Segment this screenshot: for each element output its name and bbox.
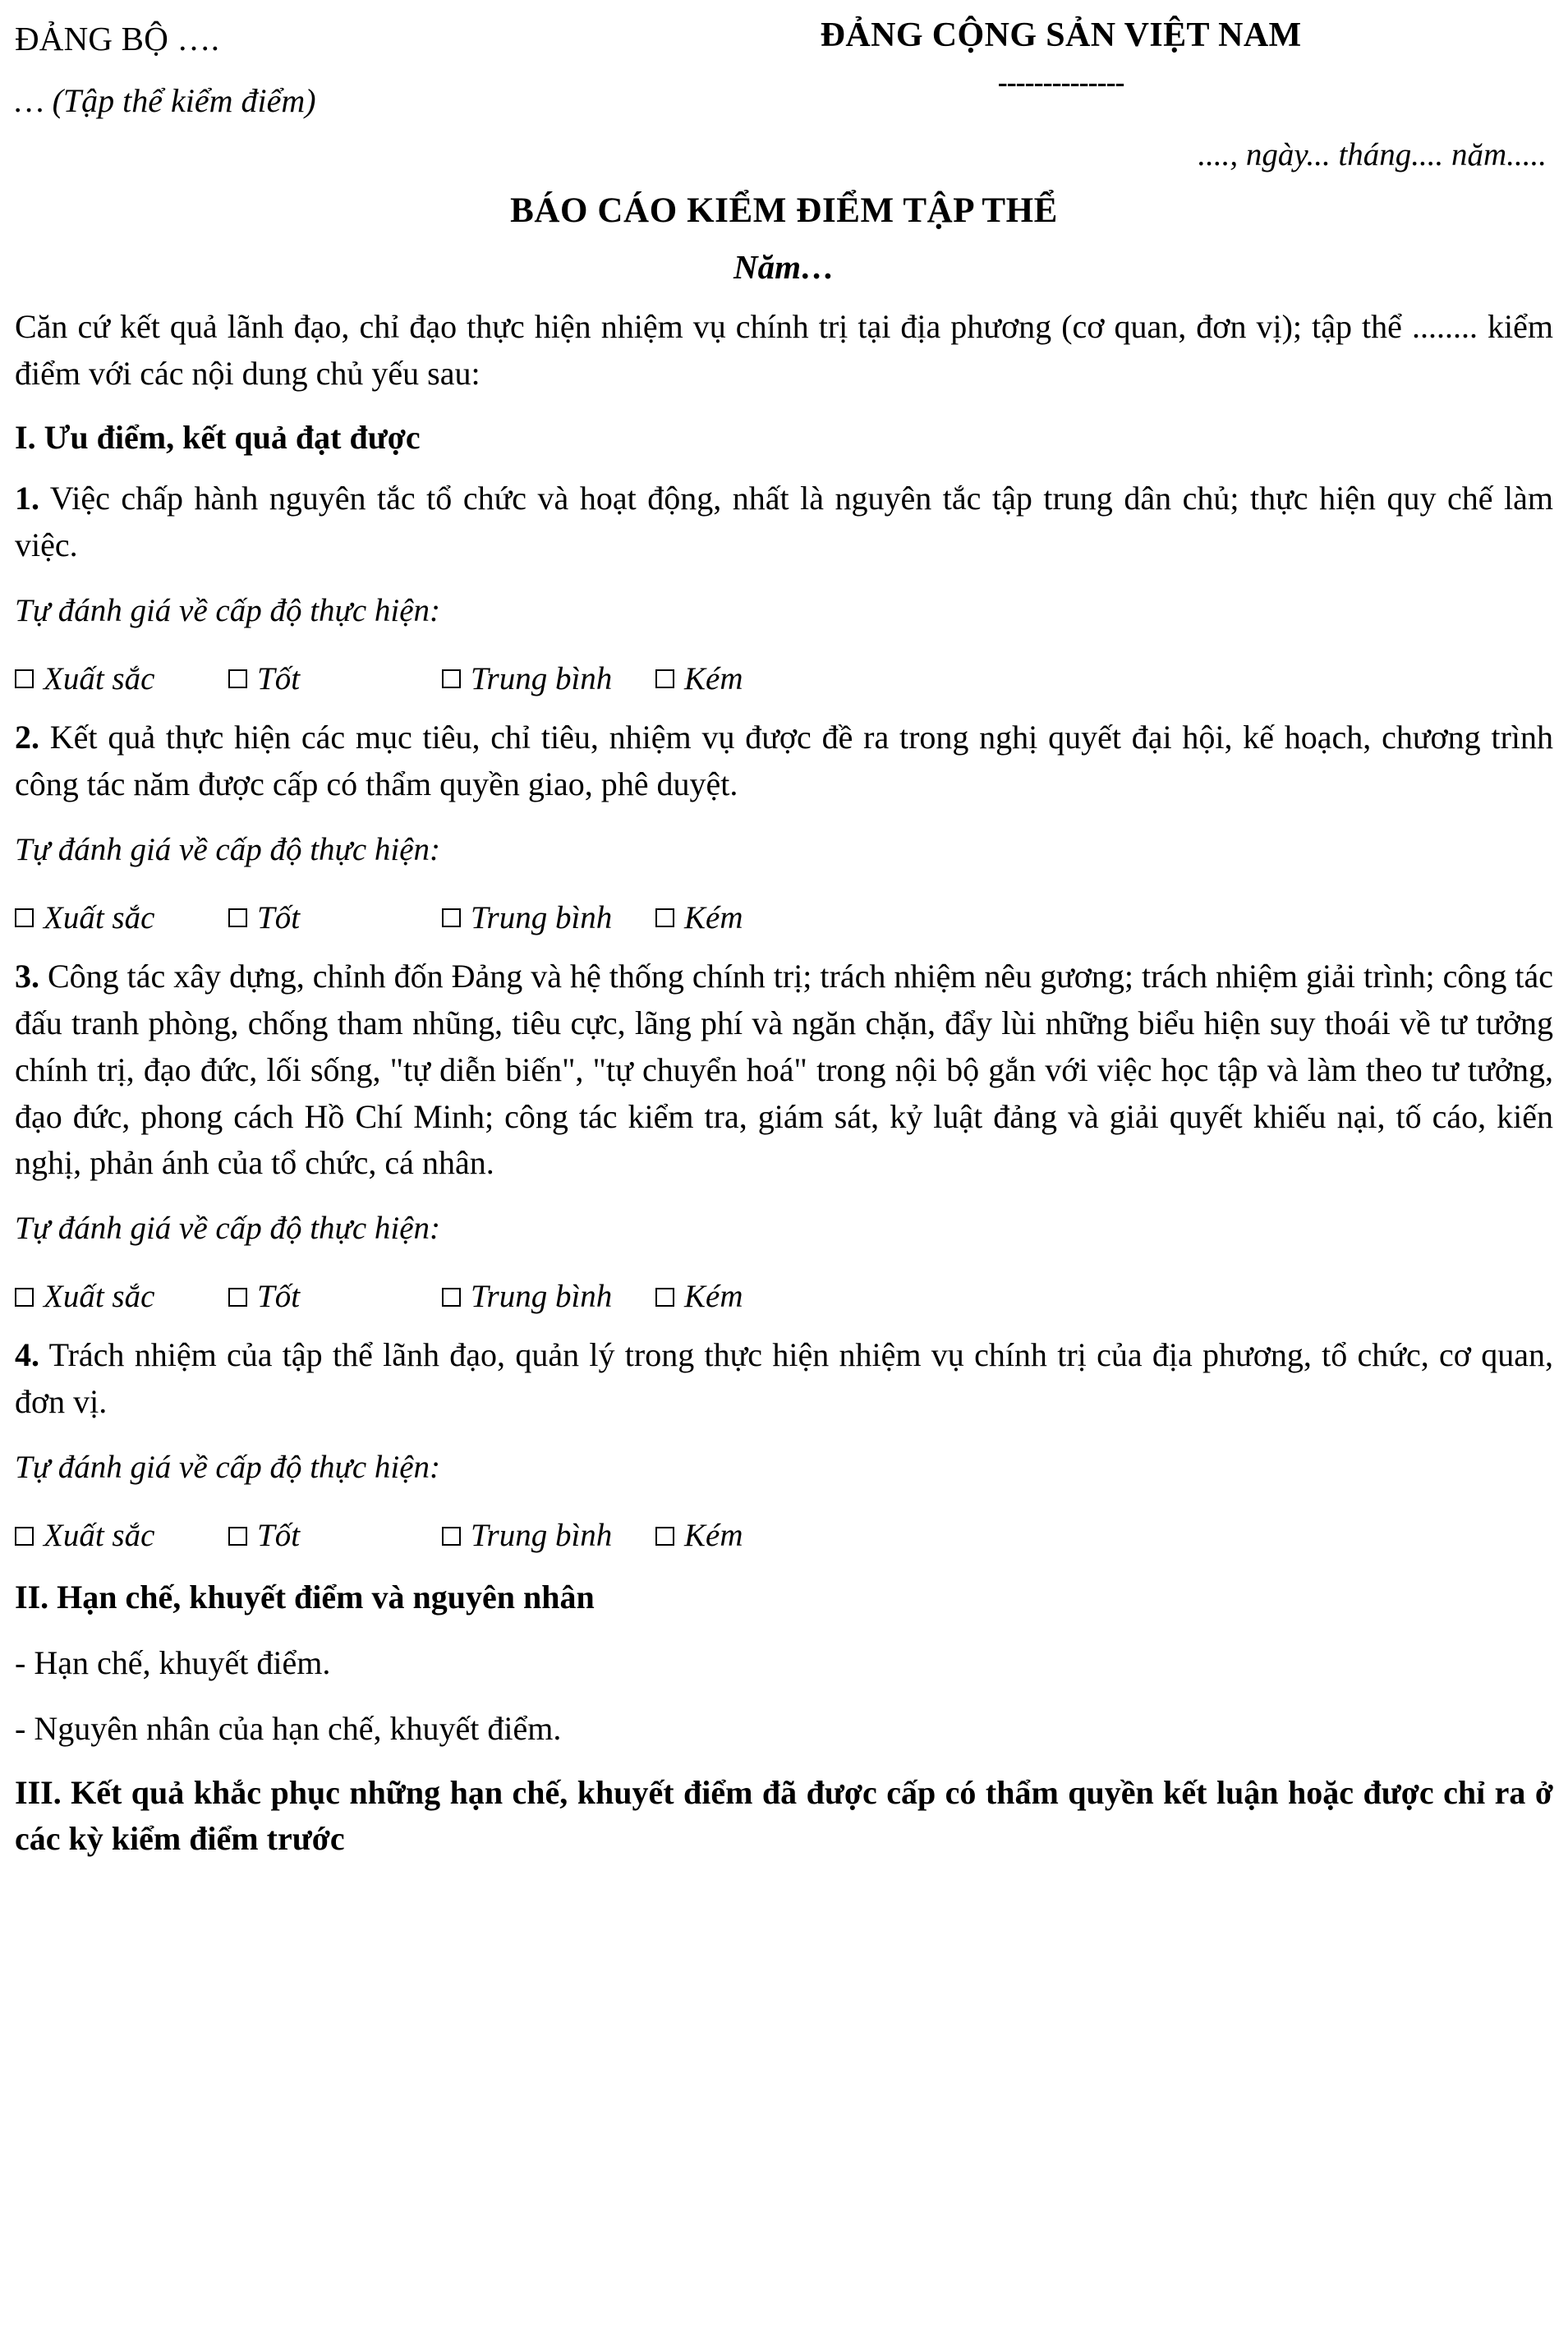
choice-kem[interactable] [655,1276,743,1318]
choice-label: Trung bình [471,660,613,696]
list-item [15,715,1553,808]
item-number: 3. [15,958,39,995]
list-item: - Nguyên nhân của hạn chế, khuyết điểm. [15,1710,562,1748]
choice-kem[interactable] [655,898,743,940]
item-text: Việc chấp hành nguyên tắc tổ chức và hoạt động, nhất là nguyên tắc tập trung dân chủ; thực hiện quy chế làm việc. [15,480,1553,564]
choice-kem[interactable] [655,1515,743,1557]
list-item [15,954,1553,1187]
choice-label: Kém [684,1278,743,1314]
choice-xuat-sac[interactable] [15,1515,228,1557]
choice-label: Xuất sắc [44,899,155,935]
choice-label: Tốt [257,1278,301,1314]
checkbox-icon[interactable] [228,1527,247,1546]
assessment-choice-row [15,659,1553,701]
choice-label: Xuất sắc [44,1517,155,1553]
item-number: 2. [15,719,39,756]
section-heading-3: III. Kết quả khắc phục những hạn chế, khuyết điểm đã được cấp có thẩm quyền kết luận hoặc được chỉ ra ở các kỳ kiểm điểm trước [15,1774,1553,1858]
list-item [15,476,1553,569]
checkbox-icon[interactable] [15,1527,34,1546]
assessment-label: Tự đánh giá về cấp độ thực hiện: [15,1450,441,1486]
choice-label: Trung bình [471,1517,613,1553]
choice-tot[interactable] [228,659,442,701]
checkbox-icon[interactable] [228,669,247,688]
choice-label: Kém [684,1517,743,1553]
choice-trung-binh[interactable] [442,1276,655,1318]
checkbox-icon[interactable] [228,1288,247,1307]
checkbox-icon[interactable] [15,1288,34,1307]
choice-trung-binh[interactable] [442,898,655,940]
checkbox-icon[interactable] [442,1288,461,1307]
choice-label: Tốt [257,1517,301,1553]
choice-kem[interactable] [655,659,743,701]
choice-tot[interactable] [228,1276,442,1318]
list-item [15,1332,1553,1426]
choice-tot[interactable] [228,898,442,940]
assessment-choice-row [15,898,1553,940]
choice-label: Trung bình [471,1278,613,1314]
checkbox-icon[interactable] [442,669,461,688]
org-label: ĐẢNG BỘ …. [15,20,220,57]
choice-label: Kém [684,660,743,696]
choice-label: Trung bình [471,899,613,935]
national-title: ĐẢNG CỘNG SẢN VIỆT NAM [820,16,1302,54]
date-line: ...., ngày... tháng.... năm..... [1198,137,1547,173]
item-number: 1. [15,480,39,517]
assessment-label: Tự đánh giá về cấp độ thực hiện: [15,593,441,629]
choice-label: Tốt [257,899,301,935]
page-subtitle: Năm… [733,247,835,286]
header-right-block [568,11,1553,177]
choice-label: Kém [684,899,743,935]
choice-xuat-sac[interactable] [15,659,228,701]
choice-trung-binh[interactable] [442,1515,655,1557]
intro-paragraph: Căn cứ kết quả lãnh đạo, chỉ đạo thực hiện nhiệm vụ chính trị tại địa phương (cơ quan, đơn vị); tập thể ........ kiểm điểm với các nội dung chủ yếu sau: [15,307,1553,392]
checkbox-icon[interactable] [442,908,461,927]
choice-xuat-sac[interactable] [15,898,228,940]
document-header [15,11,1553,177]
checkbox-icon[interactable] [655,1527,674,1546]
header-divider: -------------- [997,66,1124,99]
page-title: BÁO CÁO KIỂM ĐIỂM TẬP THỂ [510,191,1058,231]
item-number: 4. [15,1336,39,1374]
checkbox-icon[interactable] [655,669,674,688]
choice-label: Xuất sắc [44,1278,155,1314]
section-heading-2: II. Hạn chế, khuyết điểm và nguyên nhân [15,1579,595,1616]
checkbox-icon[interactable] [228,908,247,927]
section-heading-1: I. Ưu điểm, kết quả đạt được [15,419,421,457]
item-text: Kết quả thực hiện các mục tiêu, chỉ tiêu, nhiệm vụ được đề ra trong nghị quyết đại hội, kế hoạch, chương trình công tác năm được cấp có thẩm quyền giao, phê duyệt. [15,719,1553,803]
checkbox-icon[interactable] [15,669,34,688]
checkbox-icon[interactable] [655,908,674,927]
assessment-label: Tự đánh giá về cấp độ thực hiện: [15,1211,441,1247]
assessment-label: Tự đánh giá về cấp độ thực hiện: [15,831,441,867]
header-left-block [15,11,568,123]
item-text: Công tác xây dựng, chỉnh đốn Đảng và hệ thống chính trị; trách nhiệm nêu gương; trách nhiệm giải trình; công tác đấu tranh phòng, chống tham nhũng, tiêu cực, lãng phí và ngăn chặn, đẩy lùi những biểu hiện suy thoái về tư tưởng chính trị, đạo đức, lối sống, "tự diễn biến", "tự chuyển hoá" trong nội bộ gắn với việc học tập và làm theo tư tưởng, đạo đức, phong cách Hồ Chí Minh; công tác kiểm tra, giám sát, kỷ luật đảng và giải quyết khiếu nại, tố cáo, kiến nghị, phản ánh của tổ chức, cá nhân. [15,958,1553,1182]
checkbox-icon[interactable] [655,1288,674,1307]
choice-xuat-sac[interactable] [15,1276,228,1318]
assessment-choice-row [15,1515,1553,1557]
choice-trung-binh[interactable] [442,659,655,701]
choice-label: Xuất sắc [44,660,155,696]
assessment-choice-row [15,1276,1553,1318]
choice-label: Tốt [257,660,301,696]
item-text: Trách nhiệm của tập thể lãnh đạo, quản lý trong thực hiện nhiệm vụ chính trị của địa phương, tổ chức, cơ quan, đơn vị. [15,1336,1553,1421]
list-item: - Hạn chế, khuyết điểm. [15,1644,331,1682]
checkbox-icon[interactable] [442,1527,461,1546]
org-sublabel: … (Tập thể kiểm điểm) [15,82,316,120]
choice-tot[interactable] [228,1515,442,1557]
checkbox-icon[interactable] [15,908,34,927]
